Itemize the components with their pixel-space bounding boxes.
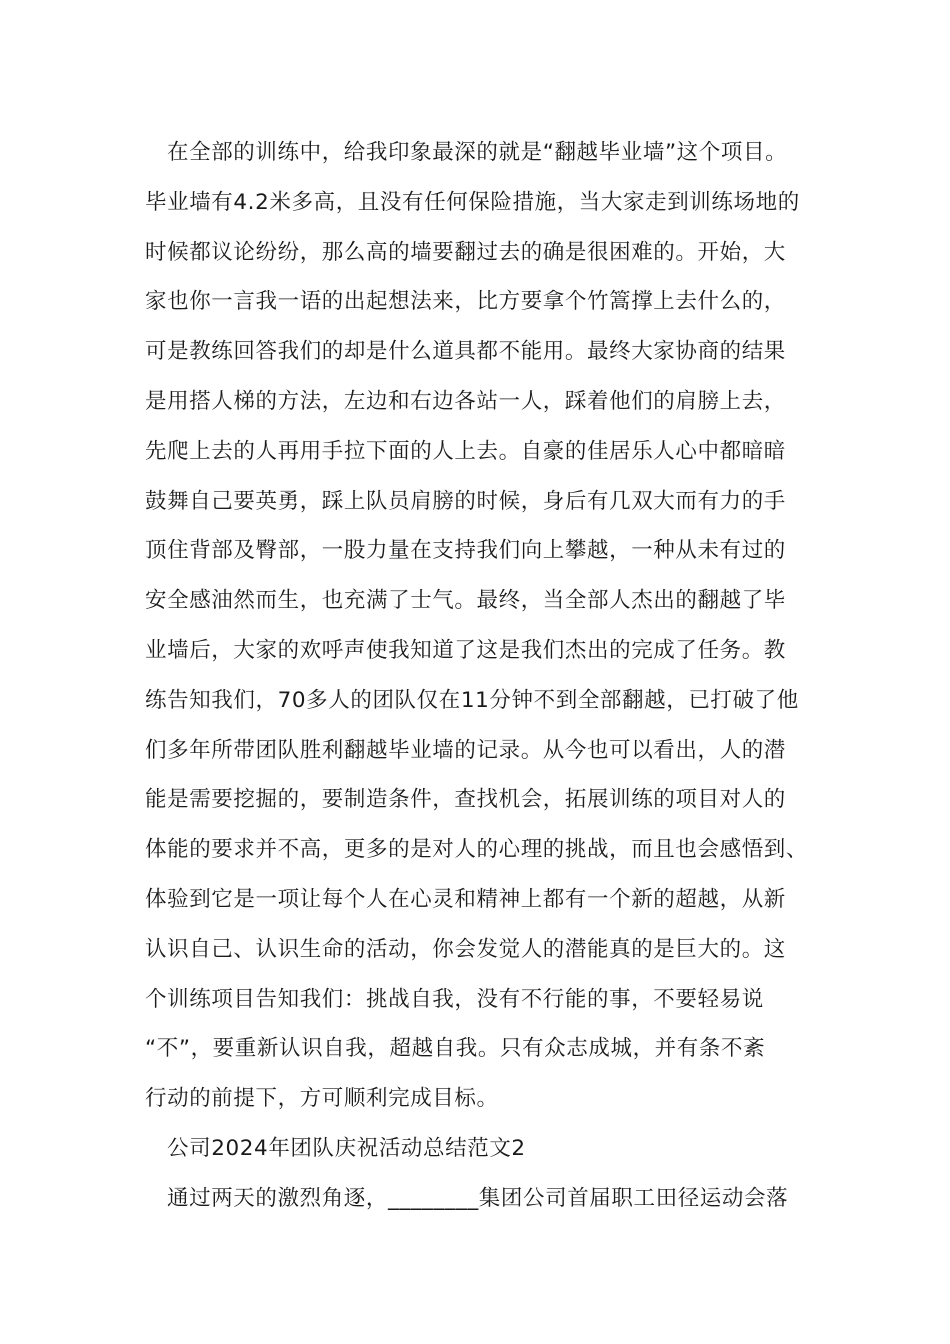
paragraph-line: 认识自己、认识生命的活动，你会发觉人的潜能真的是巨大的。这: [145, 936, 786, 962]
paragraph-line: 先爬上去的人再用手拉下面的人上去。自豪的佳居乐人心中都暗暗: [145, 438, 786, 464]
document-body: [145, 128, 825, 1224]
paragraph-line: 业墙后，大家的欢呼声使我知道了这是我们杰出的完成了任务。教: [145, 637, 786, 663]
paragraph-line: 体验到它是一项让每个人在心灵和精神上都有一个新的超越，从新: [145, 886, 786, 912]
paragraph-line: 能是需要挖掘的，要制造条件，查找机会，拓展训练的项目对人的: [145, 787, 786, 813]
paragraph-line: 鼓舞自己要英勇，踩上队员肩膀的时候，身后有几双大而有力的手: [145, 488, 786, 514]
paragraph-line: 家也你一言我一语的出起想法来，比方要拿个竹篙撑上去什么的，: [145, 289, 786, 315]
paragraph-line: 行动的前提下，方可顺利完成目标。: [145, 1086, 499, 1112]
section-heading: 公司2024年团队庆祝活动总结范文2: [167, 1135, 526, 1161]
paragraph-line: 可是教练回答我们的却是什么道具都不能用。最终大家协商的结果: [145, 339, 786, 365]
paragraph-line: “不”，要重新认识自我，超越自我。只有众志成城，并有条不紊: [145, 1036, 766, 1062]
paragraph-line: 们多年所带团队胜利翻越毕业墙的记录。从今也可以看出，人的潜: [145, 737, 786, 763]
paragraph-line: 在全部的训练中，给我印象最深的就是“翻越毕业墙”这个项目。: [167, 140, 788, 165]
paragraph-line: 安全感油然而生，也充满了士气。最终，当全部人杰出的翻越了毕: [145, 588, 786, 614]
paragraph-line: 毕业墙有4.2米多高，且没有任何保险措施，当大家走到训练场地的: [145, 189, 800, 215]
paragraph-line: 顶住背部及臀部，一股力量在支持我们向上攀越，一种从未有过的: [145, 538, 786, 564]
paragraph-line: 练告知我们，70多人的团队仅在11分钟不到全部翻越，已打破了他: [145, 687, 799, 713]
paragraph-line: 通过两天的激烈角逐，________集团公司首届职工田径运动会落: [167, 1185, 789, 1211]
paragraph-line: 体能的要求并不高，更多的是对人的心理的挑战，而且也会感悟到、: [145, 837, 809, 863]
paragraph-line: 时候都议论纷纷，那么高的墙要翻过去的确是很困难的。开始，大: [145, 239, 786, 265]
paragraph-line: 是用搭人梯的方法，左边和右边各站一人，踩着他们的肩膀上去，: [145, 388, 786, 414]
paragraph-line: 个训练项目告知我们：挑战自我，没有不行能的事，不要轻易说: [145, 986, 764, 1012]
